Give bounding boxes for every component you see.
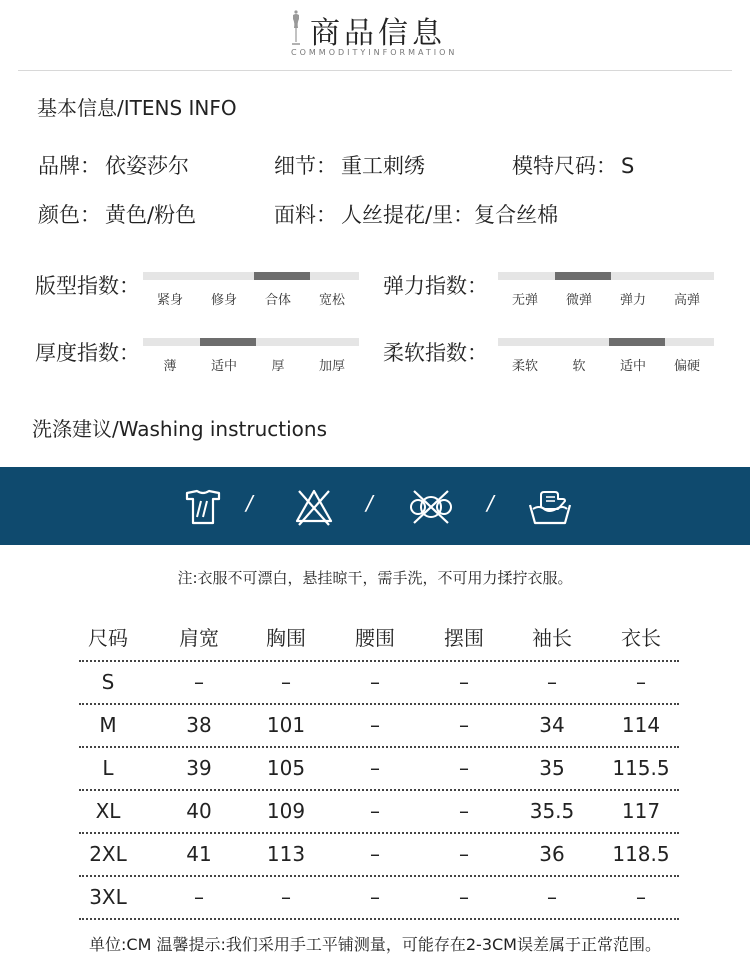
basic-info-title: 基本信息/ITENS INFO [37, 96, 237, 120]
color-label: 颜色： [38, 203, 101, 227]
thickness-index-option: 薄 [163, 359, 177, 374]
cell-sleeve: – [547, 885, 557, 909]
softness-index-option: 柔软 [511, 359, 538, 374]
elasticity-index-option: 无弹 [511, 293, 538, 308]
cell-hem: – [459, 842, 469, 866]
separator: / [366, 491, 373, 515]
brand-value: 依姿莎尔 [105, 154, 189, 178]
elasticity-index-option: 高弹 [673, 293, 700, 308]
cell-shoulder: 40 [186, 799, 212, 823]
brand-label: 品牌： [38, 154, 101, 178]
hand-wash-icon [527, 487, 573, 527]
cell-length: 118.5 [612, 842, 670, 866]
table-row [79, 662, 679, 705]
cell-chest: 113 [266, 842, 306, 866]
hang-dry-icon [183, 487, 223, 527]
header-cell-sleeve: 袖长 [532, 626, 572, 650]
softness-index-option: 适中 [619, 359, 646, 374]
header-cell-shoulder: 肩宽 [179, 626, 219, 650]
header-cell-chest: 胸围 [266, 626, 306, 650]
elasticity-index-bar [498, 272, 714, 308]
cell-hem: – [459, 885, 469, 909]
no-bleach-icon [294, 487, 334, 527]
elasticity-index-option: 微弹 [565, 293, 592, 308]
table-row [79, 877, 679, 920]
header-cell-waist: 腰围 [355, 626, 395, 650]
cell-sleeve: 36 [539, 842, 565, 866]
cell-size: L [102, 756, 114, 780]
table-row [79, 748, 679, 791]
softness-index-label: 柔软指数： [383, 341, 488, 365]
cell-length: 115.5 [612, 756, 670, 780]
thickness-index-label: 厚度指数： [35, 341, 140, 365]
cell-hem: – [459, 799, 469, 823]
cell-waist: – [370, 885, 380, 909]
softness-index-option: 软 [572, 359, 586, 374]
fabric-value: 人丝提花/里：复合丝棉 [341, 203, 559, 227]
footer-note: 单位:CM 温馨提示:我们采用手工平铺测量，可能存在2-3CM误差属于正常范围。 [89, 935, 661, 954]
cell-size: S [101, 670, 115, 694]
cell-sleeve: 35 [539, 756, 565, 780]
softness-index-option: 偏硬 [673, 359, 700, 374]
table-body [79, 662, 679, 920]
cell-length: – [636, 885, 646, 909]
washing-note: 注:衣服不可漂白，悬挂晾干，需手洗，不可用力揉拧衣服。 [177, 569, 573, 587]
washing-title: 洗涤建议/Washing instructions [32, 417, 327, 441]
fit-index-option: 宽松 [318, 293, 345, 308]
cell-waist: – [370, 756, 380, 780]
model-size-label: 模特尺码： [512, 154, 617, 178]
cell-chest: 105 [266, 756, 306, 780]
table-row [79, 834, 679, 877]
table-row [79, 791, 679, 834]
cell-chest: – [281, 670, 291, 694]
cell-shoulder: – [194, 670, 204, 694]
thickness-index-option: 加厚 [318, 359, 345, 374]
detail-attr [274, 150, 425, 180]
thickness-index-bar [143, 338, 359, 374]
fit-index-highlight [254, 272, 311, 280]
elasticity-index-option: 弹力 [619, 293, 646, 308]
thickness-index-option: 厚 [271, 359, 285, 374]
washing-icons-band [0, 467, 750, 545]
no-dry-clean-icon [408, 487, 454, 527]
cell-hem: – [459, 756, 469, 780]
cell-size: 3XL [89, 885, 127, 909]
cell-chest: – [281, 885, 291, 909]
cell-hem: – [459, 713, 469, 737]
header-cell-hem: 摆围 [444, 626, 484, 650]
cell-length: 114 [621, 713, 661, 737]
cell-shoulder: 41 [186, 842, 212, 866]
thickness-index-highlight [200, 338, 257, 346]
cell-waist: – [370, 799, 380, 823]
cell-sleeve: 34 [539, 713, 565, 737]
color-value: 黄色/粉色 [105, 203, 197, 227]
thickness-index-option: 适中 [210, 359, 237, 374]
softness-index-highlight [609, 338, 666, 346]
size-table [79, 618, 679, 920]
cell-size: 2XL [89, 842, 127, 866]
separator: / [487, 491, 494, 515]
softness-index-bar [498, 338, 714, 374]
cell-length: – [636, 670, 646, 694]
elasticity-index-label: 弹力指数： [383, 274, 488, 298]
fabric-label: 面料： [274, 203, 337, 227]
fit-index-option: 紧身 [156, 293, 183, 308]
cell-chest: 109 [266, 799, 306, 823]
cell-length: 117 [621, 799, 661, 823]
page-subtitle: COMMODITYINFORMATION [291, 48, 458, 57]
header-cell-length: 衣长 [621, 626, 661, 650]
cell-sleeve: 35.5 [529, 799, 575, 823]
cell-shoulder: – [194, 885, 204, 909]
fit-index-option: 合体 [264, 293, 291, 308]
cell-size: XL [95, 799, 121, 823]
detail-value: 重工刺绣 [341, 154, 425, 178]
cell-waist: – [370, 670, 380, 694]
model-size-value: S [621, 154, 635, 178]
table-row [79, 705, 679, 748]
cell-waist: – [370, 713, 380, 737]
color-attr [38, 199, 196, 229]
cell-shoulder: 38 [186, 713, 212, 737]
brand-attr [38, 150, 189, 180]
model-size-attr [512, 150, 634, 180]
separator: / [246, 491, 253, 515]
cell-size: M [99, 713, 117, 737]
fit-index-bar [143, 272, 359, 308]
cell-chest: 101 [266, 713, 306, 737]
fabric-attr [274, 199, 558, 229]
cell-hem: – [459, 670, 469, 694]
table-header-row [79, 618, 679, 662]
cell-shoulder: 39 [186, 756, 212, 780]
elasticity-index-highlight [555, 272, 612, 280]
cell-sleeve: – [547, 670, 557, 694]
mannequin-icon [289, 10, 303, 46]
header-cell-size: 尺码 [88, 626, 128, 650]
detail-label: 细节： [274, 154, 337, 178]
header-divider [18, 70, 732, 71]
page-title: 商品信息 [310, 16, 446, 51]
cell-waist: – [370, 842, 380, 866]
fit-index-label: 版型指数： [35, 274, 140, 298]
fit-index-option: 修身 [210, 293, 237, 308]
